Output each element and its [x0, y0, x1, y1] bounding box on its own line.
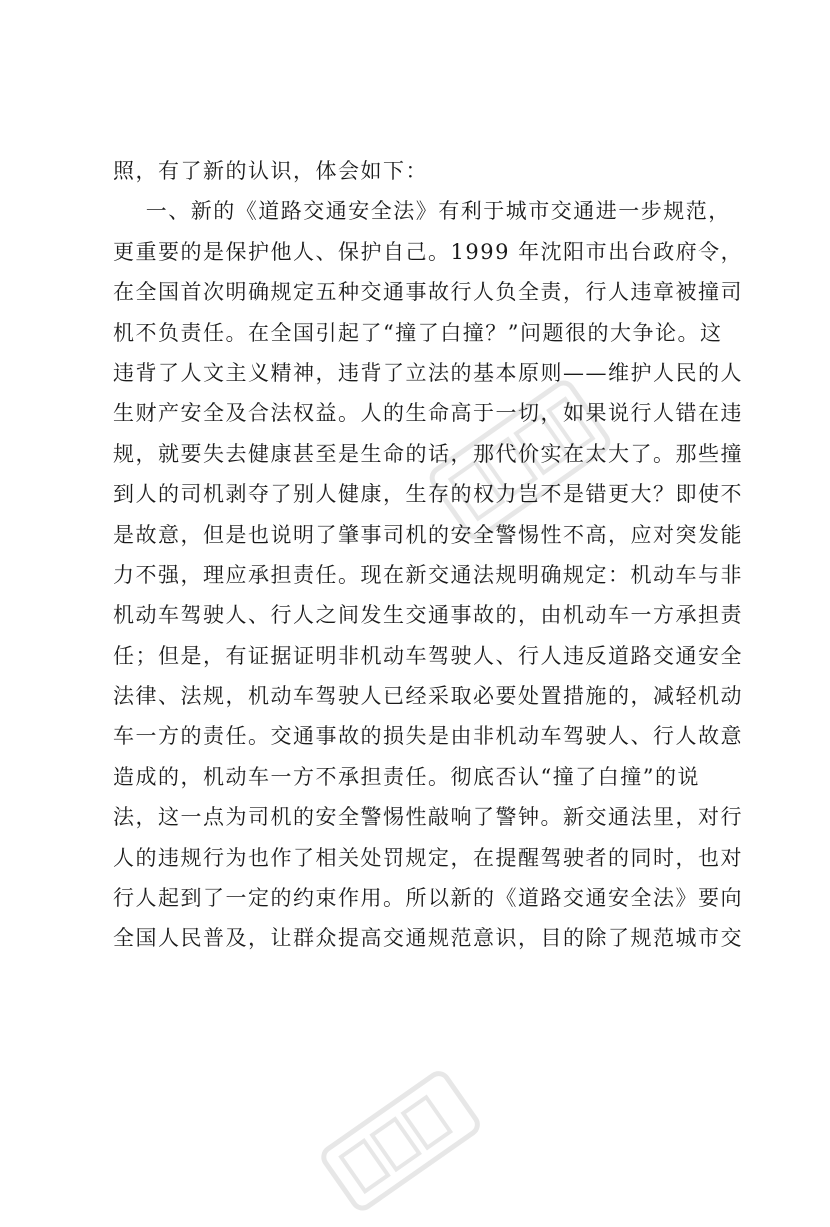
text-line: 机不负责任。在全国引起了“撞了白撞？”问题很的大争论。这	[113, 320, 723, 345]
text-line: 一、新的《道路交通安全法》有利于城市交通进一步规范，	[113, 199, 731, 224]
text-line: 规，就要失去健康甚至是生命的话，那代价实在太大了。那些撞	[113, 441, 743, 466]
text-line: 造成的，机动车一方不承担责任。彻底否认“撞了白撞”的说	[113, 764, 700, 789]
text-line: 在全国首次明确规定五种交通事故行人负全责，行人违章被撞司	[113, 280, 743, 305]
text-line: 更重要的是保护他人、保护自己。1999 年沈阳市出台政府令，	[113, 239, 744, 264]
text-line: 力不强，理应承担责任。现在新交通法规明确规定：机动车与非	[113, 562, 743, 587]
text-line: 任；但是，有证据证明非机动车驾驶人、行人违反道路交通安全	[113, 643, 743, 668]
body-text	[113, 151, 753, 959]
text-line: 生财产安全及合法权益。人的生命高于一切，如果说行人错在违	[113, 401, 743, 426]
text-line: 法，这一点为司机的安全警惕性敲响了警钟。新交通法里，对行	[113, 805, 743, 830]
text-line: 全国人民普及，让群众提高交通规范意识，目的除了规范城市交	[113, 926, 743, 951]
text-line: 到人的司机剥夺了别人健康，生存的权力岂不是错更大？即使不	[113, 482, 743, 507]
text-line: 照，有了新的认识，体会如下：	[113, 159, 428, 183]
text-line: 机动车驾驶人、行人之间发生交通事故的，由机动车一方承担责	[113, 603, 743, 628]
text-line: 违背了人文主义精神，违背了立法的基本原则——维护人民的人	[113, 360, 743, 385]
text-line: 法律、法规，机动车驾驶人已经采取必要处置措施的，减轻机动	[113, 684, 743, 709]
text-line: 是故意，但是也说明了肇事司机的安全警惕性不高，应对突发能	[113, 522, 743, 547]
text-line: 行人起到了一定的约束作用。所以新的《道路交通安全法》要向	[113, 886, 743, 911]
text-line: 车一方的责任。交通事故的损失是由非机动车驾驶人、行人故意	[113, 724, 743, 749]
watermark-stamp	[306, 1053, 494, 1227]
text-line: 人的违规行为也作了相关处罚规定，在提醒驾驶者的同时，也对	[113, 845, 743, 870]
